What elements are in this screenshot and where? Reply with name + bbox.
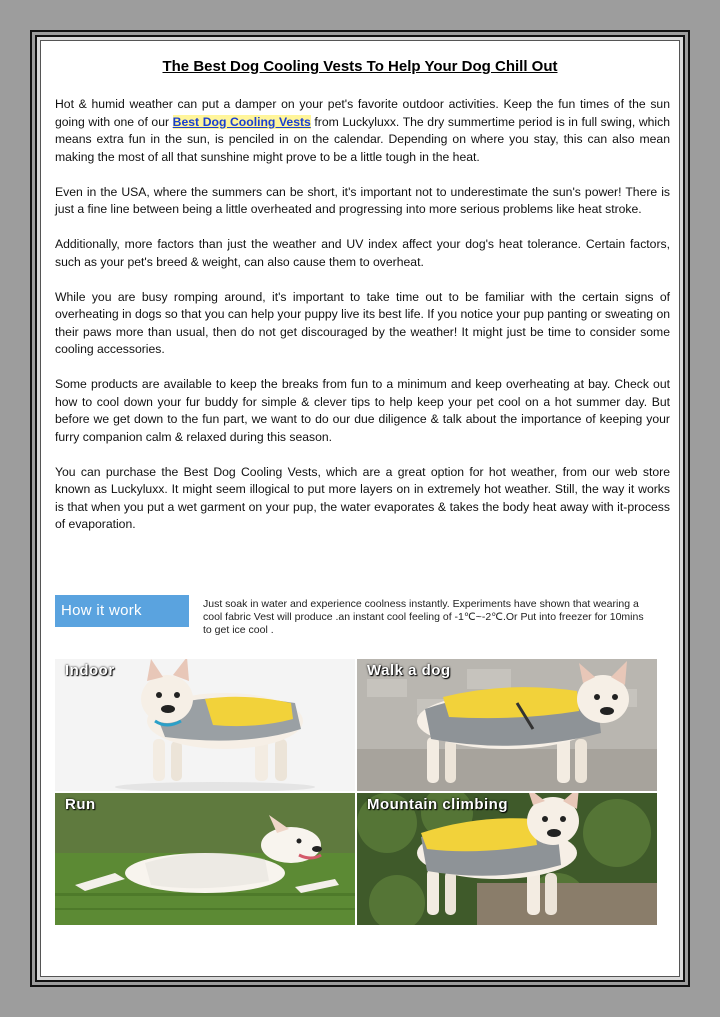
article-body (55, 96, 670, 551)
photo-tile-mountain (357, 793, 657, 925)
best-dog-cooling-vests-link[interactable]: Best Dog Cooling Vests (172, 114, 311, 129)
tile-label-mountain: Mountain climbing (367, 796, 508, 813)
cooling-vest-infographic (55, 570, 659, 952)
paragraph-3: Additionally, more factors than just the weather and UV index affect your dog's heat tolerance. Certain factors, such as your pet's breed & weight, can also cause them to overheat. (55, 237, 670, 269)
run-dog-photo (55, 793, 355, 925)
tile-label-walk: Walk a dog (367, 662, 451, 679)
paragraph-2: Even in the USA, where the summers can be short, it's important not to underestimate the sun's power! There is just a fine line between being a little overheated and progressing into more serious problems like heat stroke. (55, 184, 670, 216)
photo-tile-walk (357, 659, 657, 791)
paragraph-5: Some products are available to keep the breaks from fun to a minimum and keep overheating at bay. Check out how to cool down your fur buddy for simple & clever tips to help keep your pet cool on a hot summer day. But before we get down to the fun part, we want to do our due diligence & talk about the importance of keeping your furry companion calm & relaxed during this season. (55, 377, 670, 444)
document-page (40, 40, 680, 977)
how-it-works-label: How it work (55, 595, 189, 627)
photo-tile-indoor (55, 659, 355, 791)
paragraph-1 (55, 96, 670, 166)
paragraph-1-start: Hot & humid weather can put a damper on your pet's favorite outdoor activities. Keep the fun times of the sun going with one of our (55, 97, 670, 129)
how-it-works-description: Just soak in water and experience coolness instantly. Experiments have shown that wearing a cool fabric Vest will produce .an instant cool feeling of -1℃~-2℃.Or Put into freezer for 10mins to get ice cool . (203, 598, 644, 636)
tile-label-indoor: Indoor (65, 662, 115, 679)
paragraph-6: You can purchase the Best Dog Cooling Vests, which are a great option for hot weather, from our web store known as Luckyluxx. It might seem illogical to put more layers on in extremely hot weather. Still, the way it works is that when you put a wet garment on your pup, the water evaporates & takes the body heat away with it-process of evaporation. (55, 464, 670, 531)
paragraph-4: While you are busy romping around, it's important to take time out to be familiar with the certain signs of overheating in dogs so that you can help your puppy live its best life. If you notice your pup panting or sweating on their paws more than usual, then do not get discouraged by the weather! It might just be time to consider some cooling accessories. (55, 289, 670, 356)
paragraph-1-end: from Luckyluxx. The dry summertime period is in full swing, which means extra fun in the sun, is penciled in on the calendar. Depending on where you stay, this can also mean making the most of all that sunshine might prove to be a little tough in the heat. (55, 114, 670, 164)
infographic-banner (55, 570, 659, 657)
photo-tile-run (55, 793, 355, 925)
tile-label-run: Run (65, 796, 96, 813)
page-title: The Best Dog Cooling Vests To Help Your Dog Chill Out (162, 58, 558, 75)
